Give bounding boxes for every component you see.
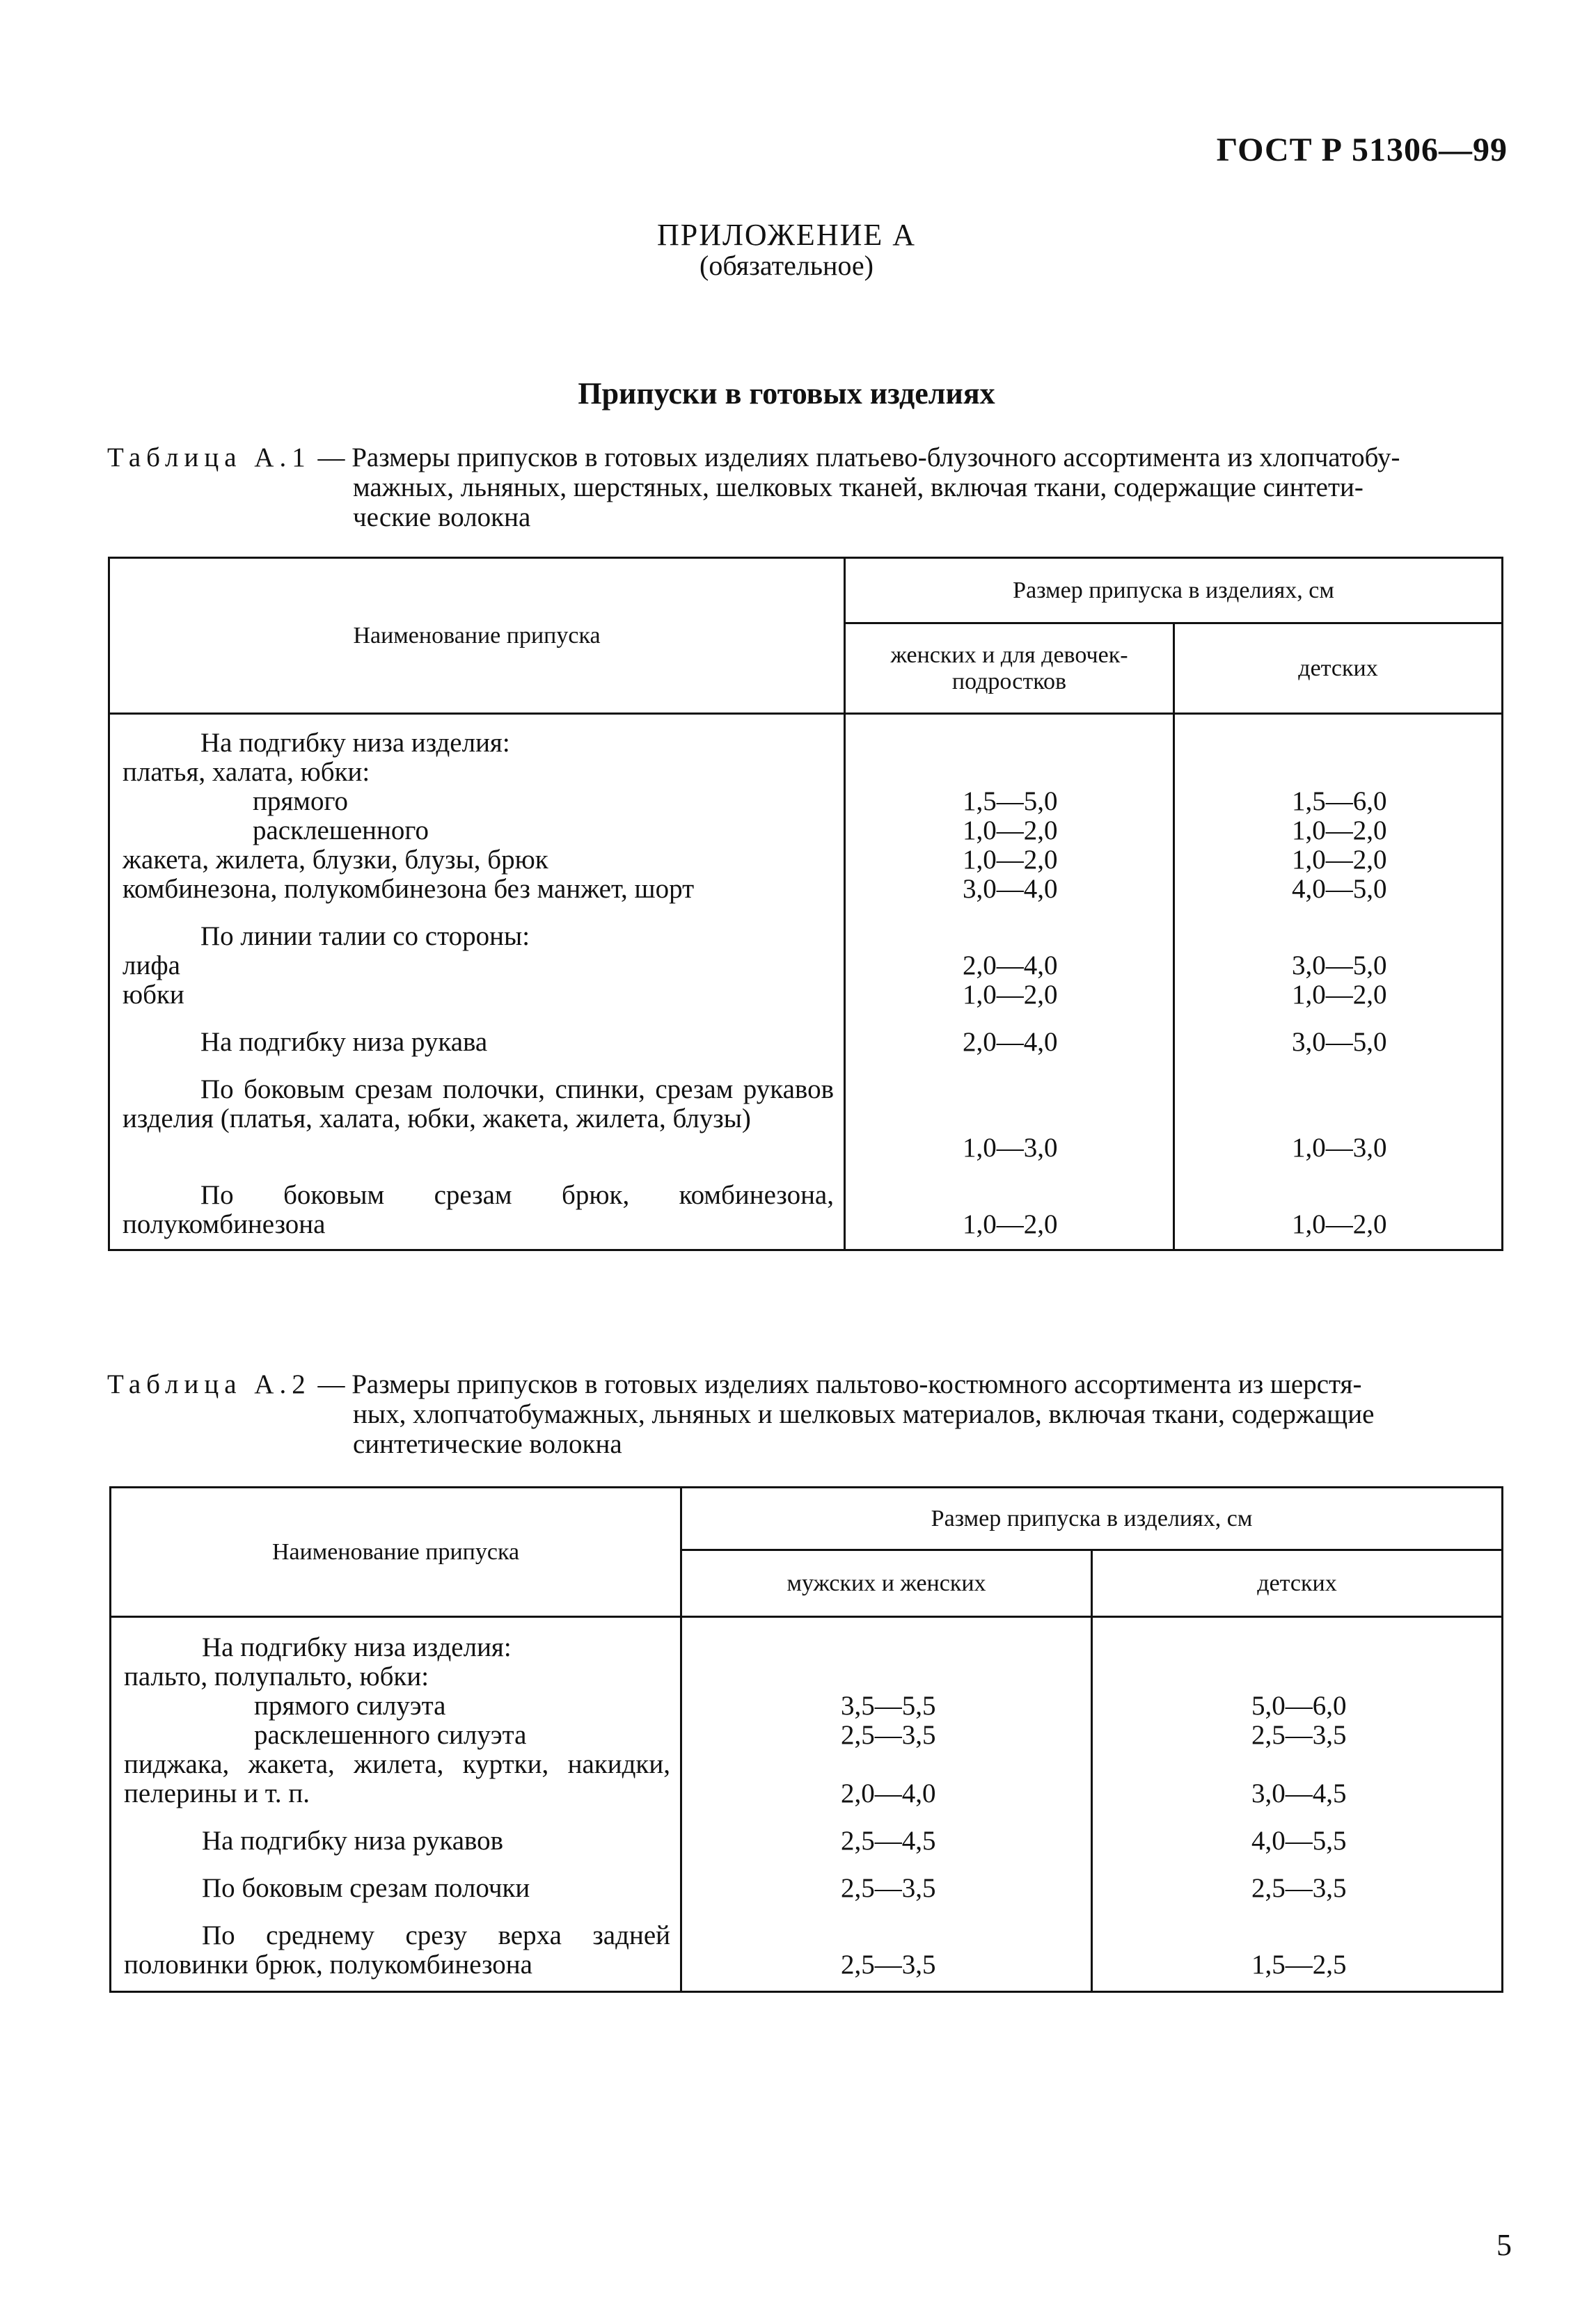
table1-caption-line3: ческие волокна xyxy=(353,502,531,532)
table2-g4-a: 2,5—3,5 xyxy=(841,1950,936,1980)
table2-g1-r3-a: 2,0—4,0 xyxy=(841,1778,936,1808)
table1-caption-label: Таблица А.1 xyxy=(107,443,311,472)
table2-g1-sub: пальто, полупальто, юбки: xyxy=(124,1662,429,1692)
table2-header-group: Размер припуска в изделиях, см xyxy=(681,1488,1503,1550)
table2-g1-r3-b: 3,0—4,5 xyxy=(1251,1778,1347,1808)
table2-g1-r3-name: пиджака, жакета, жилета, куртки, накидки, пелерины и т. п. xyxy=(124,1749,670,1808)
table2-caption-line2: ных, хлопчатобумажных, льняных и шелковых материалов, включая ткани, содержащие xyxy=(353,1399,1375,1429)
table2-header-name: Наименование припуска xyxy=(111,1488,681,1617)
table2-g4-name: По среднему срезу верха задней половинки брюк, полукомбинезона xyxy=(124,1920,670,1980)
table2-header-col-b: детских xyxy=(1092,1550,1503,1617)
table1-g2-head: По линии талии со стороны: xyxy=(200,921,530,951)
appendix-title: ПРИЛОЖЕНИЕ А xyxy=(656,218,917,252)
table1-caption-line1: — Размеры припусков в готовых изделиях платьево-блузочного ассортимента из хлопчатобу- xyxy=(310,443,1400,472)
table1-g5-b: 1,0—2,0 xyxy=(1292,1209,1387,1239)
table1-g5-name: По боковым срезам брюк, комбинезона, полукомбинезона xyxy=(122,1180,834,1239)
table1-g4-a: 1,0—3,0 xyxy=(963,1133,1058,1163)
table1-caption-line2: мажных, льняных, шерстяных, шелковых тканей, включая ткани, содержащие синтети- xyxy=(353,472,1363,502)
table2 xyxy=(109,1486,1503,1993)
table1-g1-r1-name: прямого xyxy=(253,786,349,816)
table1-g2-r1-name: лифа xyxy=(122,950,180,980)
table2-caption-line3: синтетические волокна xyxy=(353,1429,622,1459)
table1-g2-r2-name: юбки xyxy=(122,980,184,1010)
table2-header-col-a: мужских и женских xyxy=(681,1550,1092,1617)
table1-caption xyxy=(107,443,1513,532)
table2-g4-b: 1,5—2,5 xyxy=(1251,1950,1347,1980)
table2-g1-r1-name: прямого силуэта xyxy=(254,1691,446,1721)
table1-g1-r4-a: 3,0—4,0 xyxy=(963,874,1058,904)
table1-g1-r1-b: 1,5—6,0 xyxy=(1292,786,1387,816)
table1-g1-head: На подгибку низа изделия: xyxy=(200,728,510,758)
table2-g1-r2-b: 2,5—3,5 xyxy=(1251,1720,1347,1750)
table1-g1-r3-b: 1,0—2,0 xyxy=(1292,845,1387,875)
table2-g2-name: На подгибку низа рукавов xyxy=(202,1826,504,1856)
table1-g3-name: На подгибку низа рукава xyxy=(200,1027,488,1057)
table2-caption-label: Таблица А.2 xyxy=(107,1369,311,1399)
table2-col-b-values xyxy=(1092,1617,1503,1992)
appendix-subtitle: (обязательное) xyxy=(699,250,874,281)
table2-caption xyxy=(107,1369,1513,1459)
table2-g1-head: На подгибку низа изделия: xyxy=(202,1632,512,1662)
table2-g2-a: 2,5—4,5 xyxy=(841,1826,936,1856)
page-number: 5 xyxy=(1496,2228,1512,2262)
table2-g3-name: По боковым срезам полочки xyxy=(202,1873,530,1903)
table2-g3-b: 2,5—3,5 xyxy=(1251,1873,1347,1903)
document-code: ГОСТ Р 51306—99 xyxy=(1216,132,1508,168)
table2-g3-a: 2,5—3,5 xyxy=(841,1873,936,1903)
table1-g1-r1-a: 1,5—5,0 xyxy=(963,786,1058,816)
table1-g4-name: По боковым срезам полочки, спинки, срезам рукавов изделия (платья, халата, юбки, жакета, жилета, блузы) xyxy=(122,1074,834,1133)
table1-g3-b: 3,0—5,0 xyxy=(1292,1027,1387,1057)
table1-g1-r3-a: 1,0—2,0 xyxy=(963,845,1058,875)
table2-name-column xyxy=(111,1617,681,1992)
table1-col-b-values xyxy=(1174,714,1503,1250)
table1-g1-r2-b: 1,0—2,0 xyxy=(1292,815,1387,845)
section-title: Припуски в готовых изделиях xyxy=(578,376,995,411)
table1-g4-b: 1,0—3,0 xyxy=(1292,1133,1387,1163)
table1-g1-r4-name: комбинезона, полукомбинезона без манжет, шорт xyxy=(122,874,695,904)
table1-g1-r2-a: 1,0—2,0 xyxy=(963,815,1058,845)
table1-g3-a: 2,0—4,0 xyxy=(963,1027,1058,1057)
table1-name-column xyxy=(109,714,845,1250)
table2-g1-r1-b: 5,0—6,0 xyxy=(1251,1691,1347,1721)
table2-g1-r1-a: 3,5—5,5 xyxy=(841,1691,936,1721)
table1 xyxy=(108,557,1503,1251)
table2-g2-b: 4,0—5,5 xyxy=(1251,1826,1347,1856)
table1-header-group: Размер припуска в изделиях, см xyxy=(845,558,1503,623)
table2-caption-line1: — Размеры припусков в готовых изделиях пальтово-костюмного ассортимента из шерстя- xyxy=(310,1369,1362,1399)
table1-g1-r4-b: 4,0—5,0 xyxy=(1292,874,1387,904)
table1-g1-sub: платья, халата, юбки: xyxy=(122,757,370,787)
table1-g2-r1-a: 2,0—4,0 xyxy=(963,950,1058,980)
table1-g2-r2-b: 1,0—2,0 xyxy=(1292,980,1387,1010)
table2-col-a-values xyxy=(681,1617,1092,1992)
table2-g1-r2-a: 2,5—3,5 xyxy=(841,1720,936,1750)
table1-g1-r3-name: жакета, жилета, блузки, блузы, брюк xyxy=(122,845,548,875)
table2-g1-r2-name: расклешенного силуэта xyxy=(254,1720,527,1750)
table1-g5-a: 1,0—2,0 xyxy=(963,1209,1058,1239)
table1-header-col-a: женских и для девочек-подростков xyxy=(845,623,1174,714)
table1-g2-r2-a: 1,0—2,0 xyxy=(963,980,1058,1010)
table1-g2-r1-b: 3,0—5,0 xyxy=(1292,950,1387,980)
table1-header-col-b: детских xyxy=(1174,623,1503,714)
table1-header-name: Наименование припуска xyxy=(109,558,845,714)
table1-col-a-values xyxy=(845,714,1174,1250)
table1-g1-r2-name: расклешенного xyxy=(253,815,429,845)
